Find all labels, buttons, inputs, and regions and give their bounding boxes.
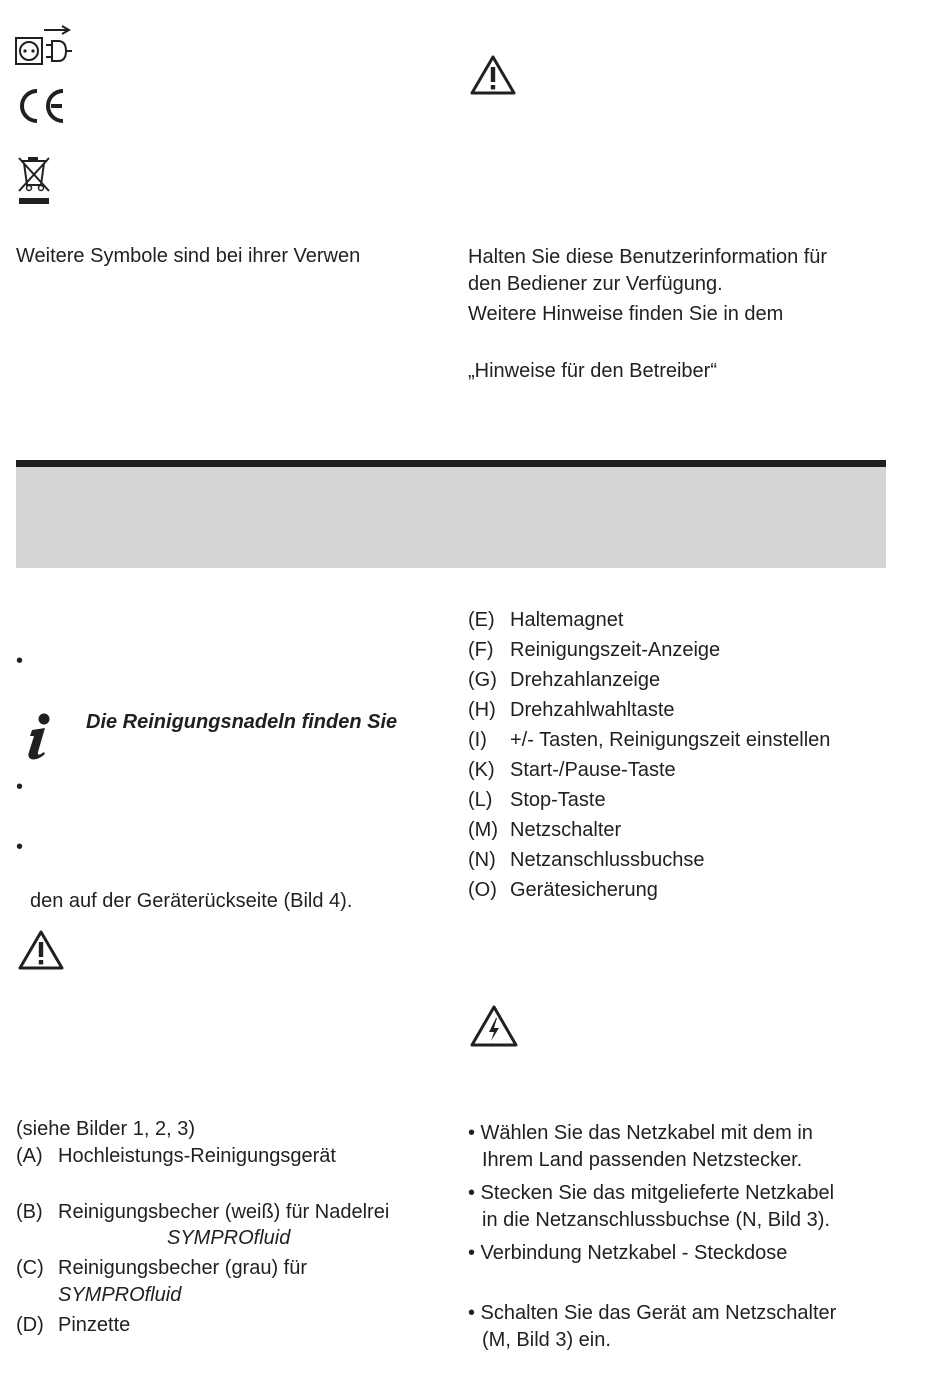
list-item: (L) Stop-Taste (468, 789, 606, 811)
operator-notes-title: „Hinweise für den Betreiber“ (468, 360, 717, 382)
info-note-text: Die Reinigungsnadeln finden Sie (86, 711, 398, 733)
list-item: (E) Haltemagnet (468, 609, 624, 631)
list-item: (H) Drehzahlwahltaste (468, 699, 675, 721)
user-info-line-2: den Bediener zur Verfügung. (468, 273, 723, 295)
warning-triangle-icon (18, 930, 64, 970)
step-3-line-1: • Verbindung Netzkabel - Steckdose (468, 1242, 788, 1264)
user-info-line-3: Weitere Hinweise finden Sie in dem (468, 303, 784, 325)
rear-side-text: den auf der Geräterückseite (Bild 4). (30, 890, 353, 912)
section-rule (16, 460, 886, 467)
step-4-line-1: • Schalten Sie das Gerät am Netzschalter (468, 1302, 837, 1324)
parts-intro: (siehe Bilder 1, 2, 3) (16, 1118, 195, 1140)
list-item: (B) Reinigungsbecher (weiß) für Nadelrei (16, 1201, 390, 1223)
bullet-3: • (16, 836, 24, 858)
step-4-line-2: (M, Bild 3) ein. (482, 1329, 611, 1351)
warning-triangle-icon (470, 55, 516, 95)
plug-socket-icon (14, 26, 74, 68)
list-item: (D) Pinzette (16, 1314, 131, 1336)
bullet-1: • (16, 650, 24, 672)
product-name: SYMPROfluid (167, 1227, 291, 1249)
step-2-line-1: • Stecken Sie das mitgelieferte Netzkabel (468, 1182, 835, 1204)
product-name: SYMPROfluid (58, 1284, 182, 1306)
step-2-line-2: in die Netzanschlussbuchse (N, Bild 3). (482, 1209, 830, 1231)
list-item: (K) Start-/Pause-Taste (468, 759, 676, 781)
ce-mark-icon (15, 88, 67, 124)
list-item: (F) Reinigungszeit-Anzeige (468, 639, 721, 661)
list-item: (O) Gerätesicherung (468, 879, 658, 901)
user-info-line-1: Halten Sie diese Benutzerinformation für (468, 246, 828, 268)
step-1-line-1: • Wählen Sie das Netzkabel mit dem in (468, 1122, 813, 1144)
symbols-text: Weitere Symbole sind bei ihrer Verwen (16, 245, 361, 267)
list-item: (C) Reinigungsbecher (grau) für (16, 1257, 308, 1279)
info-icon (22, 712, 56, 762)
bullet-2: • (16, 776, 24, 798)
list-item: (A) Hochleistungs-Reinigungsgerät (16, 1145, 336, 1167)
high-voltage-warning-icon (470, 1005, 518, 1047)
step-1-line-2: Ihrem Land passenden Netzstecker. (482, 1149, 803, 1171)
weee-bin-icon (16, 155, 52, 207)
list-item: (I) +/- Tasten, Reinigungszeit einstellen (468, 729, 831, 751)
list-item: (N) Netzanschlussbuchse (468, 849, 705, 871)
section-header-band (16, 467, 886, 568)
list-item: (M) Netzschalter (468, 819, 622, 841)
list-item: (G) Drehzahlanzeige (468, 669, 661, 691)
